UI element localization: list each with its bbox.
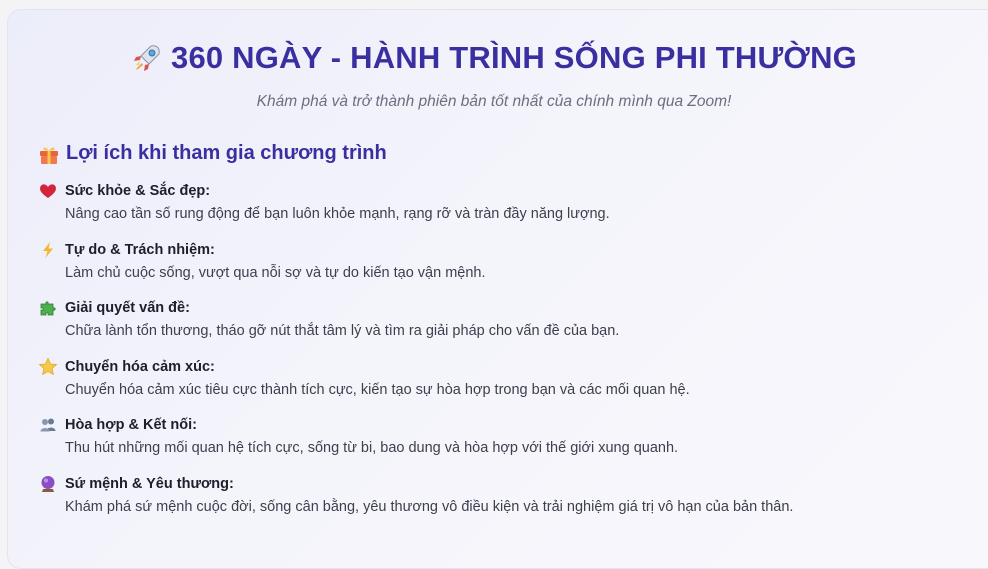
benefit-desc: Thu hút những mối quan hệ tích cực, sống từ bi, bao dung và hòa hợp với thế giới xung quanh. — [65, 440, 679, 457]
benefits-heading-text: Lợi ích khi tham gia chương trình — [66, 142, 387, 164]
benefit-desc: Nâng cao tần số rung động để bạn luôn khỏe mạnh, rạng rỡ và tràn đầy năng lượng. — [65, 206, 610, 222]
hero-header — [0, 40, 988, 111]
benefit-label: Sứ mệnh & Yêu thương: — [65, 475, 234, 492]
lightning-icon — [38, 240, 58, 260]
gift-icon — [38, 143, 60, 165]
benefit-label: Chuyển hóa cảm xúc: — [65, 358, 215, 375]
benefit-item-freedom — [38, 239, 968, 298]
star-icon — [38, 357, 58, 377]
benefit-desc: Chuyển hóa cảm xúc tiêu cực thành tích cực, kiến tạo sự hòa hợp trong bạn và các mối quan hệ. — [65, 381, 690, 398]
benefit-desc: Làm chủ cuộc sống, vượt qua nỗi sợ và tự do kiến tạo vận mệnh. — [65, 264, 486, 281]
puzzle-icon — [38, 298, 58, 318]
page-subtitle: Khám phá và trở thành phiên bản tốt nhất của chính mình qua Zoom! — [256, 93, 732, 110]
benefit-desc: Chữa lành tổn thương, tháo gỡ nút thắt tâm lý và tìm ra giải pháp cho vấn đề của bạn. — [65, 323, 620, 340]
benefit-item-health — [38, 180, 968, 239]
rocket-icon — [131, 42, 163, 74]
heart-icon — [38, 181, 58, 201]
benefit-item-problem-solving — [38, 297, 968, 356]
benefit-desc: Khám phá sứ mệnh cuộc đời, sống cân bằng, yêu thương vô điều kiện và trải nghiệm giá trị vô hạn của bản thân. — [65, 498, 794, 515]
title-text: 360 NGÀY - HÀNH TRÌNH SỐNG PHI THƯỜNG — [171, 40, 857, 75]
crystal-ball-icon — [38, 474, 58, 494]
people-icon — [38, 415, 58, 435]
benefit-label: Giải quyết vấn đề: — [65, 300, 190, 317]
benefit-item-connection — [38, 414, 968, 473]
benefit-label: Hòa hợp & Kết nối: — [65, 417, 197, 434]
benefits-list — [38, 180, 968, 532]
benefit-item-emotion — [38, 356, 968, 415]
benefits-heading — [38, 142, 387, 165]
benefit-label: Sức khỏe & Sắc đẹp: — [65, 183, 211, 199]
page-title — [131, 40, 857, 76]
benefit-label: Tự do & Trách nhiệm: — [65, 241, 215, 258]
benefit-item-mission — [38, 473, 968, 532]
